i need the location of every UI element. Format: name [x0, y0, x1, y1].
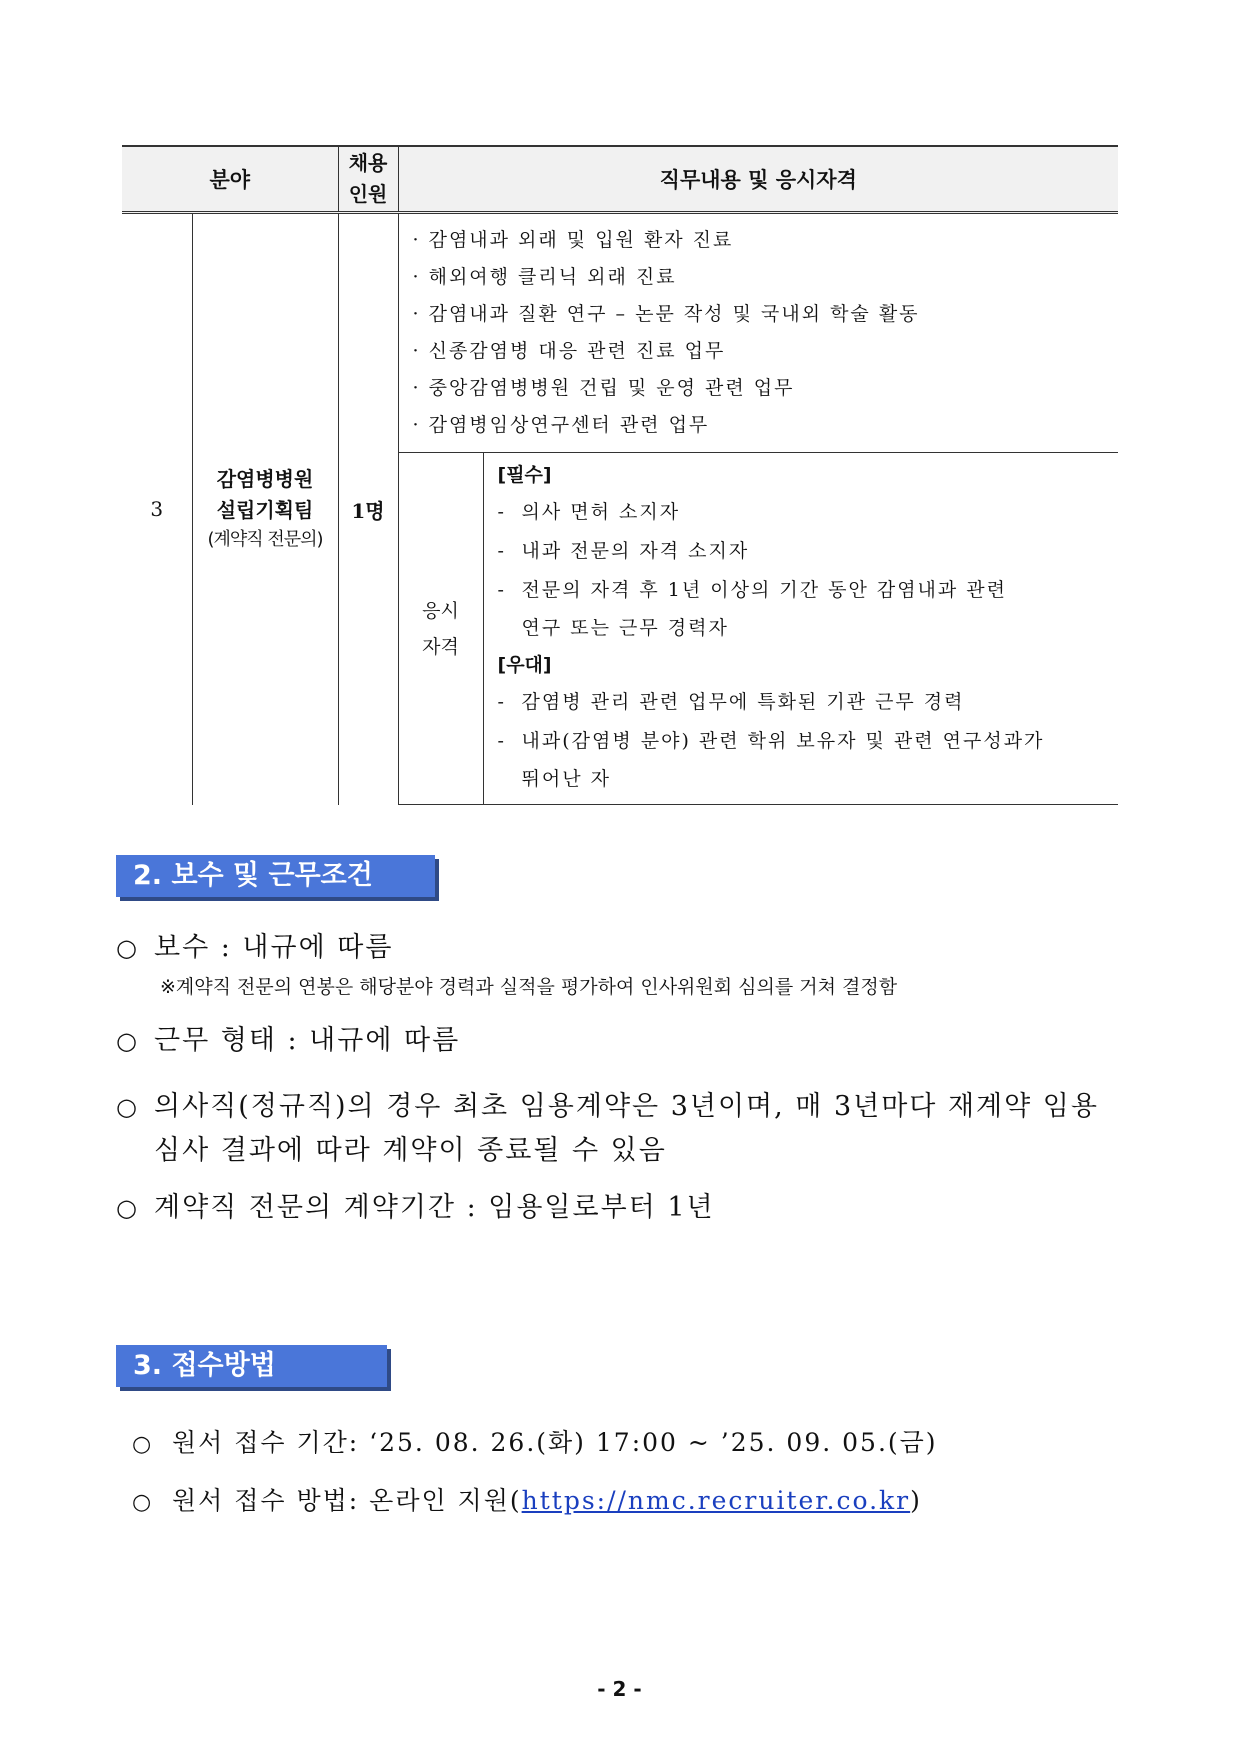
- salary-item: ○ 보수 : 내규에 따름: [116, 932, 394, 963]
- circle-bullet-icon: ○: [116, 1093, 139, 1121]
- field-line1: 감염병병원: [216, 467, 314, 492]
- required-heading: [필수]: [497, 464, 552, 486]
- qualification-label-line2: 자격: [422, 635, 459, 658]
- row-number: 3: [150, 497, 164, 522]
- section3-heading: 3. 접수방법: [116, 1345, 387, 1387]
- work-type-item: ○ 근무 형태 : 내규에 따름: [116, 1025, 461, 1056]
- header-field: 분야: [122, 146, 338, 213]
- salary-note: ※계약직 전문의 연봉은 해당분야 경력과 실적을 평가하여 인사위원회 심의를 거쳐 결정함: [160, 976, 898, 998]
- header-count: [338, 146, 398, 213]
- table-header-row: [122, 146, 1118, 213]
- section2-heading: 2. 보수 및 근무조건: [116, 855, 435, 897]
- duty-item: · 감염내과 질환 연구 – 논문 작성 및 국내외 학술 활동: [412, 303, 920, 325]
- qualification-cell: [483, 453, 1118, 805]
- header-count-line2: 인원: [348, 182, 388, 206]
- qualification-label-line1: 응시: [422, 599, 459, 622]
- duty-item: · 감염내과 외래 및 입원 환자 진료: [412, 229, 734, 251]
- circle-bullet-icon: ○: [132, 1490, 154, 1515]
- duty-item: · 해외여행 클리닉 외래 진료: [412, 266, 677, 288]
- preferred-item: - 감염병 관리 관련 업무에 특화된 기관 근무 경력: [497, 691, 965, 713]
- table-row: [122, 213, 1118, 453]
- circle-bullet-icon: ○: [116, 1027, 139, 1055]
- preferred-item-continued: 뛰어난 자: [521, 768, 611, 790]
- preferred-heading: [우대]: [497, 654, 552, 676]
- application-method-item: ○ 원서 접수 방법: 온라인 지원(https://nmc.recruiter.co.kr): [132, 1486, 922, 1515]
- count-cell: 1명: [338, 213, 398, 805]
- duties-cell: [398, 213, 1118, 453]
- recruiter-link[interactable]: https://nmc.recruiter.co.kr: [521, 1486, 911, 1515]
- contract-item-continued: 심사 결과에 따라 계약이 종료될 수 있음: [154, 1135, 667, 1166]
- duty-item: · 감염병임상연구센터 관련 업무: [412, 414, 710, 436]
- required-item: - 의사 면허 소지자: [497, 501, 681, 523]
- job-table: [122, 145, 1118, 805]
- header-count-line1: 채용: [348, 151, 388, 175]
- required-item: - 내과 전문의 자격 소지자: [497, 540, 750, 562]
- circle-bullet-icon: ○: [116, 1194, 139, 1222]
- preferred-item: - 내과(감염병 분야) 관련 학위 보유자 및 관련 연구성과가: [497, 730, 1045, 752]
- duty-item: · 중앙감염병병원 건립 및 운영 관련 업무: [412, 377, 795, 399]
- contract-item: ○ 의사직(정규직)의 경우 최초 임용계약은 3년이며, 매 3년마다 재계약 임용: [116, 1091, 1099, 1122]
- required-item-continued: 연구 또는 근무 경력자: [521, 617, 729, 639]
- field-cell: [192, 213, 338, 805]
- field-line2: 설립기획팀: [216, 498, 314, 523]
- qualification-label: [398, 453, 483, 805]
- circle-bullet-icon: ○: [116, 934, 139, 962]
- required-item: - 전문의 자격 후 1년 이상의 기간 동안 감염내과 관련: [497, 579, 1008, 601]
- circle-bullet-icon: ○: [132, 1432, 154, 1457]
- application-period-item: ○ 원서 접수 기간: ‘25. 08. 26.(화) 17:00 ~ ’25. 09. 05.(금): [132, 1428, 938, 1457]
- header-duties: 직무내용 및 응시자격: [398, 146, 1118, 213]
- field-line3: (계약직 전문의): [207, 529, 323, 551]
- page-number: - 2 -: [597, 1677, 642, 1701]
- contract-period-item: ○ 계약직 전문의 계약기간 : 임용일로부터 1년: [116, 1192, 715, 1223]
- duty-item: · 신종감염병 대응 관련 진료 업무: [412, 340, 726, 362]
